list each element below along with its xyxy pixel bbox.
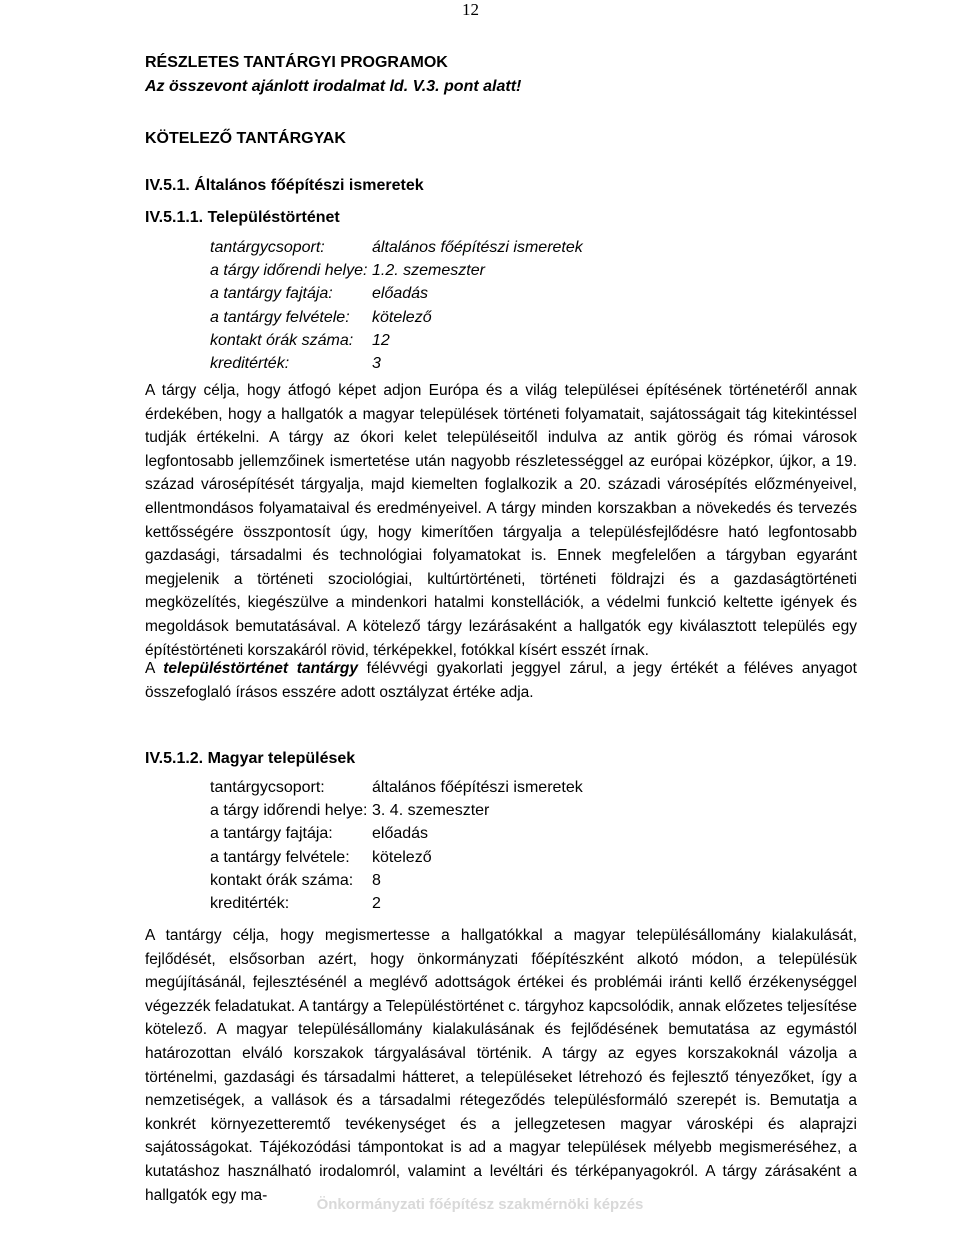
course1-description: A tárgy célja, hogy átfogó képet adjon Európa és a világ települései építésének történetéről annak érdekében, hogy a hallgatók a magyar települések történeti folyamatait, sajátosságait tág kitekintéssel tudják értékelni. A tárgy az ókori kelet településeitől indulva az antik görög és római városok legfontosabb jellemzőinek ismertetése után nagyobb részletességgel az európai középkor, újkor, a 19. század városépítését tárgyalja, majd kiemelten foglalkozik a 20. századi városépítés előzményeivel, ellentmondásos folyamataival és eredményeivel. A tárgy minden korszakban a növekedés és tervezés kettősségére összpontosít úgy, hogy kimerítően tárgyalja a településfejlődésre ható legfontosabb gazdasági, társadalmi és technológiai folyamatokat is. Ennek megfelelően a tárgyban egyaránt megjelenik a történeti szociológiai, kultúrtörténeti, történeti földrajzi és a gazdaságtörténeti megközelítés, kiegészülve a mindenkori hatalmi konstellációk, a védelmi funkció keltette igények és megoldások bemutatásával. A kötelező tárgy lezárásaként a hallgatók egy kiválasztott település egy építéstörténeti korszakáról rövid, térképekkel, fotókkal kísért esszét írnak. bbox=[145, 382, 857, 659]
info-row: kontakt órák száma: 12 bbox=[210, 331, 390, 349]
course2-description: A tantárgy célja, hogy megismertesse a hallgatókkal a magyar településállomány kialakulását, fejlődését, elsősorban azért, hogy önkormányzati főépítészként alkotó módon, a településük megújításánál, fejlesztésénél a meglévő adottságok értékei és problémái iránti kellő érzékenységgel végezzék feladatukat. A tantárgy a Településtörténet c. tárgyhoz kapcsolódik, annak előzetes teljesítése kötelező. A magyar településállomány kialakulásának és fejlődésének bemutatása az egymástól határozottan elváló korszakok tárgyalásával történik. A tárgy az egyes korszakoknál vázolja a történelmi, gazdasági és társadalmi hátteret, a településeket létrehozó és fejlesztő tényezőket, így a nemzetiségek, a vallások és a társadalmi rétegeződés településformáló szerepét is. Bemutatja a konkrét környezetteremtő tevékenységet és a jellegzetesen magyar városképi és alaprajzi sajátosságokat. Tájékozódási támpontokat is ad a magyar települések mélyebb megismeréséhez, a kutatáshoz használható irodalomról, valamint a levéltári és térképanyagokról. A tárgy zárásaként a hallgatók egy ma- bbox=[145, 927, 857, 1204]
page-number: 12 bbox=[462, 0, 479, 19]
section-heading: IV.5.1. Általános főépítészi ismeretek bbox=[145, 177, 424, 194]
info-row: tantárgycsoport: általános főépítészi ismeretek bbox=[210, 239, 583, 256]
course1-exam-paragraph: A településtörténet tantárgy félévvégi gyakorlati jeggyel zárul, a jegy értékét a féléves anyagot összefoglaló írásos esszére adott osztályzat értéke adja. bbox=[145, 660, 857, 701]
page-subtitle: Az összevont ajánlott irodalmat ld. V.3. pont alatt! bbox=[145, 78, 522, 95]
page-title: RÉSZLETES TANTÁRGYI PROGRAMOK bbox=[145, 54, 448, 71]
info-row: kreditérték: 3 bbox=[210, 354, 381, 372]
info-row: tantárgycsoport: általános főépítészi ismeretek bbox=[210, 779, 583, 796]
info-row: a tantárgy fajtája: előadás bbox=[210, 285, 429, 303]
info-row: kontakt órák száma: 8 bbox=[210, 871, 381, 889]
course2-info-table bbox=[210, 776, 583, 915]
course-name-emphasis: településtörténet tantárgy bbox=[163, 660, 358, 677]
info-row: a tantárgy fajtája: előadás bbox=[210, 825, 429, 843]
info-row: a tárgy időrendi helye: 3. 4. szemeszter bbox=[210, 802, 490, 820]
mandatory-subjects-heading: KÖTELEZŐ TANTÁRGYAK bbox=[145, 130, 346, 147]
course1-info-table bbox=[210, 236, 583, 375]
course2-heading: IV.5.1.2. Magyar települések bbox=[145, 750, 356, 767]
info-row: kreditérték: 2 bbox=[210, 894, 381, 912]
course1-heading: IV.5.1.1. Településtörténet bbox=[145, 209, 340, 226]
page-footer: Önkormányzati főépítész szakmérnöki képzés bbox=[316, 1196, 644, 1213]
info-row: a tantárgy felvétele: kötelező bbox=[210, 848, 432, 866]
info-row: a tantárgy felvétele: kötelező bbox=[210, 308, 432, 326]
info-row: a tárgy időrendi helye: 1.2. szemeszter bbox=[210, 262, 485, 280]
